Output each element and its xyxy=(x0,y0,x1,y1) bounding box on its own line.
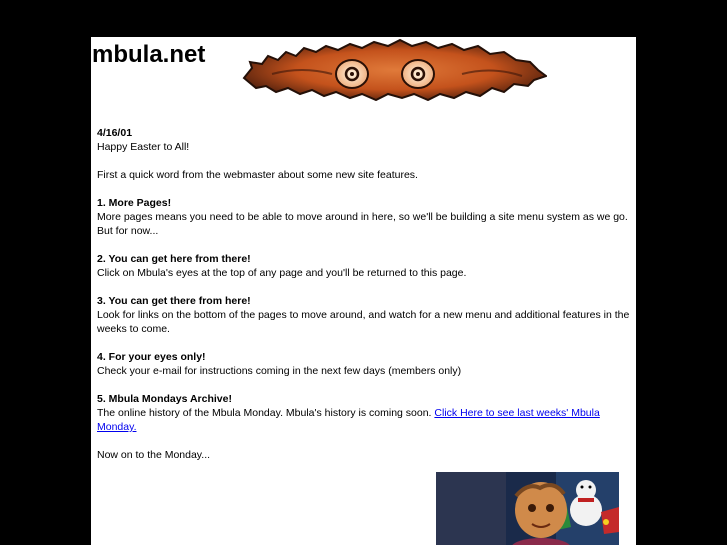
feature-body: The online history of the Mbula Monday. Mbula's history is coming soon. xyxy=(97,407,432,419)
feature-heading: 3. You can get there from here! xyxy=(97,295,251,307)
page-container xyxy=(91,37,636,545)
post-outro: Now on to the Monday... xyxy=(97,449,211,461)
feature-body: Look for links on the bottom of the pages to move around, and watch for a new menu and additional features in the weeks to come. xyxy=(97,309,630,335)
mbula-doll-photo xyxy=(436,472,619,545)
feature-item-3 xyxy=(97,294,631,336)
feature-heading: 4. For your eyes only! xyxy=(97,351,206,363)
site-title: mbula.net xyxy=(92,41,206,68)
feature-body: Check your e-mail for instructions coming in the next few days (members only) xyxy=(97,365,462,377)
mbula-eyes-icon[interactable] xyxy=(242,38,547,101)
feature-item-4 xyxy=(97,350,631,378)
feature-item-5 xyxy=(97,392,631,434)
post-date: 4/16/01 xyxy=(97,127,133,139)
feature-body: More pages means you need to be able to move around in here, so we'll be building a site menu system as we go. But for now... xyxy=(97,211,628,237)
post-content xyxy=(97,126,631,476)
feature-item-2 xyxy=(97,252,631,280)
feature-heading: 5. Mbula Mondays Archive! xyxy=(97,393,232,405)
feature-body: Click on Mbula's eyes at the top of any page and you'll be returned to this page. xyxy=(97,267,467,279)
feature-heading: 2. You can get here from there! xyxy=(97,253,251,265)
archive-link[interactable]: Click Here to see last weeks' Mbula Monday. xyxy=(97,407,600,433)
post-greeting: Happy Easter to All! xyxy=(97,141,190,153)
post-intro: First a quick word from the webmaster about some new site features. xyxy=(97,169,418,181)
feature-heading: 1. More Pages! xyxy=(97,197,172,209)
feature-item-1 xyxy=(97,196,631,238)
